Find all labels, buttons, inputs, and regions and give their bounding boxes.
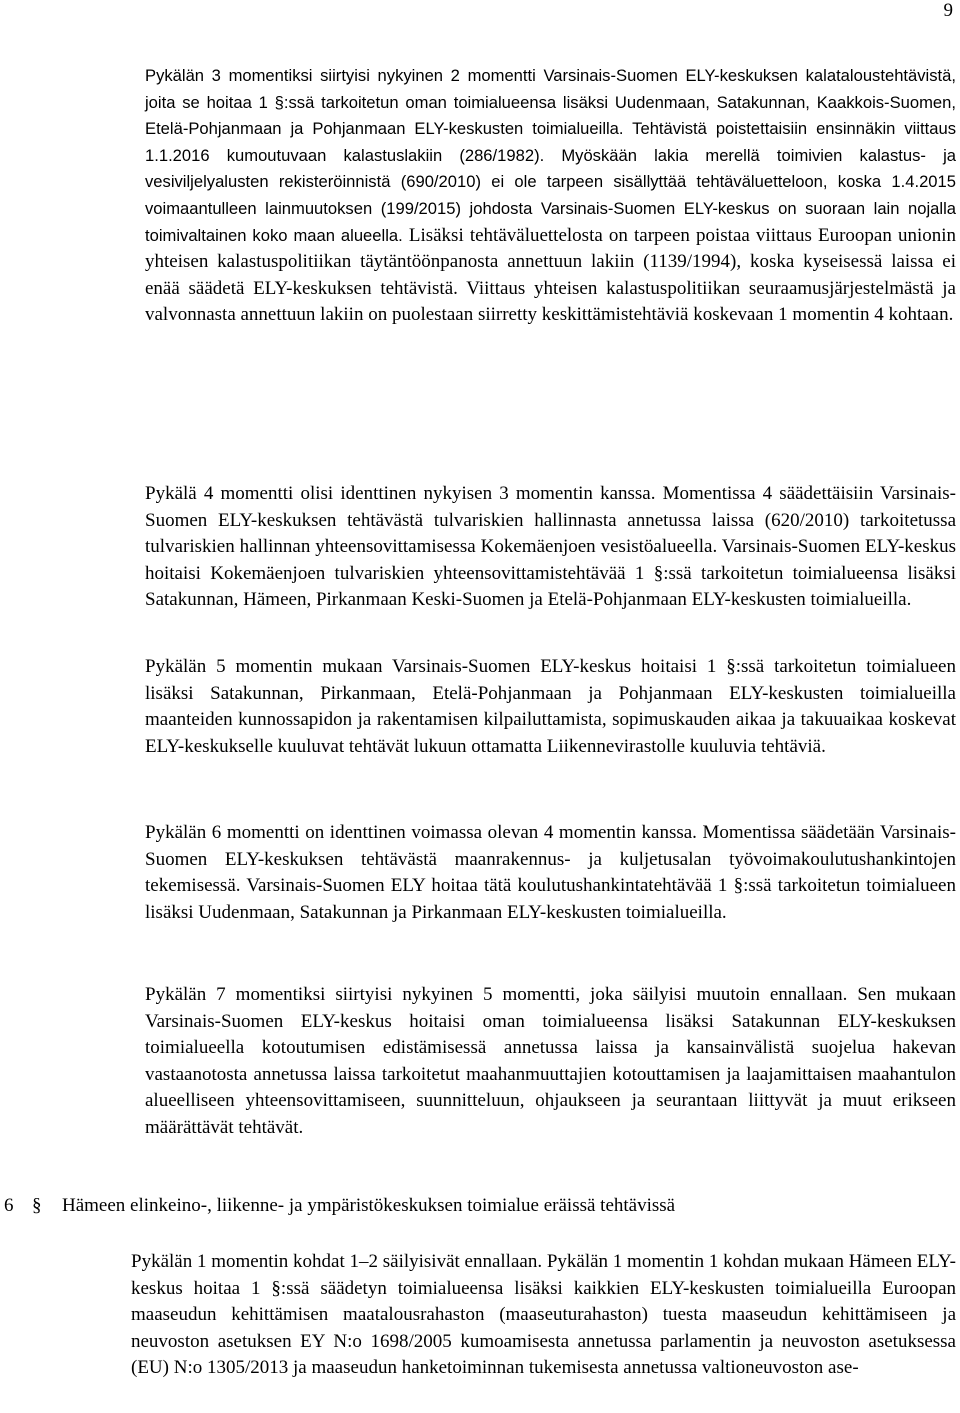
section-heading	[4, 1193, 675, 1219]
paragraph-text-part-1: Pykälän 3 momentiksi siirtyisi nykyinen 2 momentti Varsinais-Suomen ELY-keskuksen kalataloustehtävistä, joita se hoitaa 1 §:ssä tarkoitetun oman toimialueensa lisäksi Uudenmaan, Satakunnan, Kaakkois-Suomen, Etelä-Pohjanmaan ja Pohjanmaan ELY-keskusten toimialueilla. Tehtävistä poistettaisiin ensinnäkin viittaus 1.1.2016 kumoutuvaan kalastuslakiin (286/1982). Myöskään lakia merellä toimivien kalastus- ja vesiviljelyalusten rekisteröinnistä (690/2010) ei ole tarpeen sisällyttää tehtäväluetteloon, koska 1.4.2015 voimaantulleen lainmuutoksen (199/2015) johdosta Varsinais-Suomen ELY-keskus on suoraan lain nojalla toimivaltainen koko maan alueella.	[145, 66, 956, 245]
section-title: Hämeen elinkeino-, liikenne- ja ympäristökeskuksen toimialue eräissä tehtävissä	[62, 1195, 676, 1216]
paragraph-section-5-moment-7: Pykälän 7 momentiksi siirtyisi nykyinen 5 momentti, joka säilyisi muutoin ennallaan. Sen mukaan Varsinais-Suomen ELY-keskus hoitaisi oman toimialueensa lisäksi Satakunnan ELY-keskuksen toimialueella kotoutumisen edistämisessä annetussa laissa ja kansainvälistä suojelua hakevan vastaanotosta annetussa laissa tarkoitetut maahanmuuttajien kotouttamisen ja laajamittaisen maahantulon alueelliseen yhteensovittamiseen, suunnitteluun, ohjaukseen ja seurantaan liittyvät ja muut erikseen määrättävät tehtävät.	[145, 984, 956, 1138]
paragraph-section-5-moment-6: Pykälän 6 momentti on identtinen voimassa olevan 4 momentin kanssa. Momentissa säädetään Varsinais-Suomen ELY-keskuksen tehtävästä maanrakennus- ja kuljetusalan työvoimakoulutushankintojen tekemisessä. Varsinais-Suomen ELY hoitaa tätä koulutushankintatehtävää 1 §:ssä tarkoitetun toimialueen lisäksi Uudenmaan, Satakunnan ja Pirkanmaan ELY-keskusten toimialueilla.	[145, 822, 956, 923]
section-number: 6	[4, 1195, 14, 1216]
paragraph-section-5-moment-5: Pykälän 5 momentin mukaan Varsinais-Suomen ELY-keskus hoitaisi 1 §:ssä tarkoitetun toimialueen lisäksi Satakunnan, Pirkanmaan, Etelä-Pohjanmaan ja Pohjanmaan ELY-keskusten toimialueilla maanteiden kunnossapidon ja rakentamisen kilpailuttamista, sopimuskauden aikaa ja takuuaikaa koskevat ELY-keskukselle kuuluvat tehtävät lukuun ottamatta Liikennevirastolle kuuluvia tehtäviä.	[145, 656, 956, 757]
page-number: 9	[943, 0, 953, 21]
paragraph-text-part-2: Lisäksi tehtäväluettelosta on tarpeen poistaa viittaus Euroopan unionin yhteisen kalastuspolitiikan täytäntöönpanosta annettuun lakiin (1139/1994), koska kyseisessä laissa ei enää säädetä ELY-keskuksen tehtävistä. Viittaus yhteisen kalastuspolitiikan seuraamusjärjestelmästä ja valvonnasta annettuun lakiin on puolestaan siirretty keskittämistehtäviä koskevaan 1 momentin 4 kohtaan.	[145, 224, 956, 326]
paragraph-section-5-moment-4: Pykälä 4 momentti olisi identtinen nykyisen 3 momentin kanssa. Momentissa 4 säädettäisiin Varsinais-Suomen ELY-keskuksen tehtävästä tulvariskien hallinnasta annetussa laissa (620/2010) tarkoitetussa tulvariskien hallinnan yhteensovittamisessa Kokemäenjoen vesistöalueella. Varsinais-Suomen ELY-keskus hoitaisi Kokemäenjoen tulvariskien yhteensovittamistehtävää 1 §:ssä tarkoitetun toimialueensa lisäksi Satakunnan, Hämeen, Pirkanmaan Keski-Suomen ja Etelä-Pohjanmaan ELY-keskusten toimialueilla.	[145, 483, 956, 611]
paragraph-section-5-moment-3	[145, 63, 956, 329]
section-symbol: §	[32, 1195, 42, 1216]
paragraph-section-6-moment-1: Pykälän 1 momentin kohdat 1–2 säilyisivät ennallaan. Pykälän 1 momentin 1 kohdan mukaan Hämeen ELY-keskus hoitaa 1 §:ssä säädetyn toimialueensa lisäksi kaikkien ELY-keskusten toimialueilla Euroopan maaseudun kehittämisen maatalousrahaston (maaseuturahaston) tuesta maaseudun kehittämiseen ja neuvoston asetuksen EY N:o 1698/2005 kumoamisesta annetussa parlamentin ja neuvoston asetuksessa (EU) N:o 1305/2013 ja maaseudun hanketoiminnan tukemisesta annetussa valtioneuvoston ase-	[131, 1251, 956, 1379]
